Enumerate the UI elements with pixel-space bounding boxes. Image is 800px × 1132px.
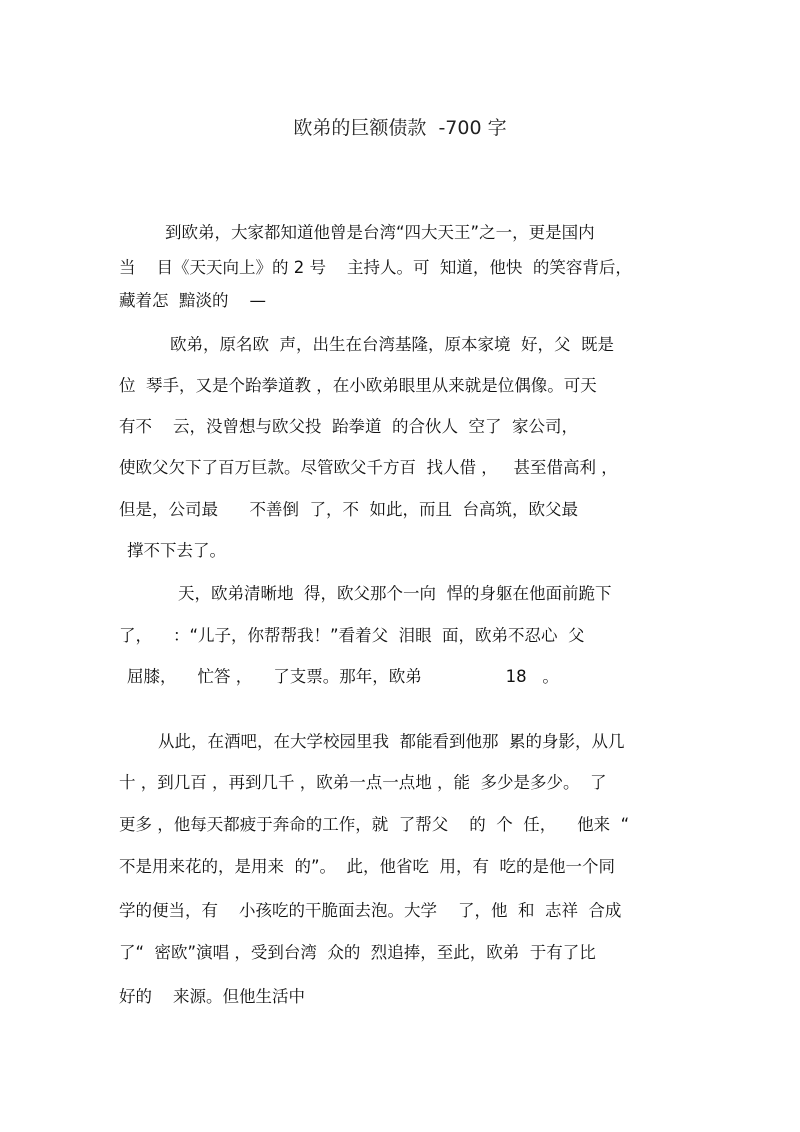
paragraph-line: 了“ 密欧”演唱 ，受到台湾 众的 烈追捧，至此，欧弟 于有了比 bbox=[119, 943, 596, 962]
paragraph-line: 但是，公司最 不善倒 了，不 如此，而且 台高筑，欧父最 bbox=[119, 500, 578, 519]
paragraph-line: 好的 来源。但他生活中 bbox=[119, 987, 305, 1006]
paragraph-line: 十 ，到几百 ，再到几千 ，欧弟一点一点地 ，能 多少是多少。 了 bbox=[119, 773, 607, 792]
paragraph-line: 不是用来花的，是用来 的”。 此，他省吃 用，有 吃的是他一个同 bbox=[119, 857, 616, 876]
paragraph-line: 到欧弟，大家都知道他曾是台湾“四大天王”之一，更是国内 bbox=[165, 223, 595, 242]
paragraph-line: 使欧父欠下了百万巨款。尽管欧父千方百 找人借 ， 甚至借高利 ， bbox=[119, 458, 618, 477]
paragraph-line: 位 琴手，又是个跆拳道教 ，在小欧弟眼里从来就是位偶像。可天 bbox=[119, 376, 597, 395]
paragraph-line: 学的便当，有 小孩吃的干脆面去泡。大学 了，他 和 志祥 合成 bbox=[119, 901, 622, 920]
paragraph-line: 屈膝， 忙答 ， 了支票。那年，欧弟 18 。 bbox=[127, 667, 559, 686]
paragraph-line: 更多 ，他每天都疲于奔命的工作，就 了帮父 的 个 任， 他来 “ bbox=[119, 815, 630, 834]
document-title: 欧弟的巨额债款 -700 字 bbox=[293, 117, 507, 139]
paragraph-line: 从此，在酒吧，在大学校园里我 都能看到他那 累的身影，从几 bbox=[158, 732, 625, 751]
paragraph-line: 天，欧弟清晰地 得，欧父那个一向 悍的身躯在他面前跪下 bbox=[178, 584, 612, 603]
paragraph-line: 撑不下去了。 bbox=[127, 541, 226, 560]
paragraph-line: 藏着怎 黯淡的 — bbox=[119, 291, 266, 310]
paragraph-line: 了， ：“儿子，你帮帮我！”看着父 泪眼 面，欧弟不忍心 父 bbox=[119, 626, 585, 645]
paragraph-line: 欧弟，原名欧 声，出生在台湾基隆，原本家境 好，父 既是 bbox=[170, 335, 614, 354]
paragraph-line: 有不 云，没曾想与欧父投 跆拳道 的合伙人 空了 家公司， bbox=[119, 417, 578, 436]
paragraph-line: 当 目《天天向上》的 2 号 主持人。可 知道，他快 的笑容背后， bbox=[119, 258, 632, 277]
